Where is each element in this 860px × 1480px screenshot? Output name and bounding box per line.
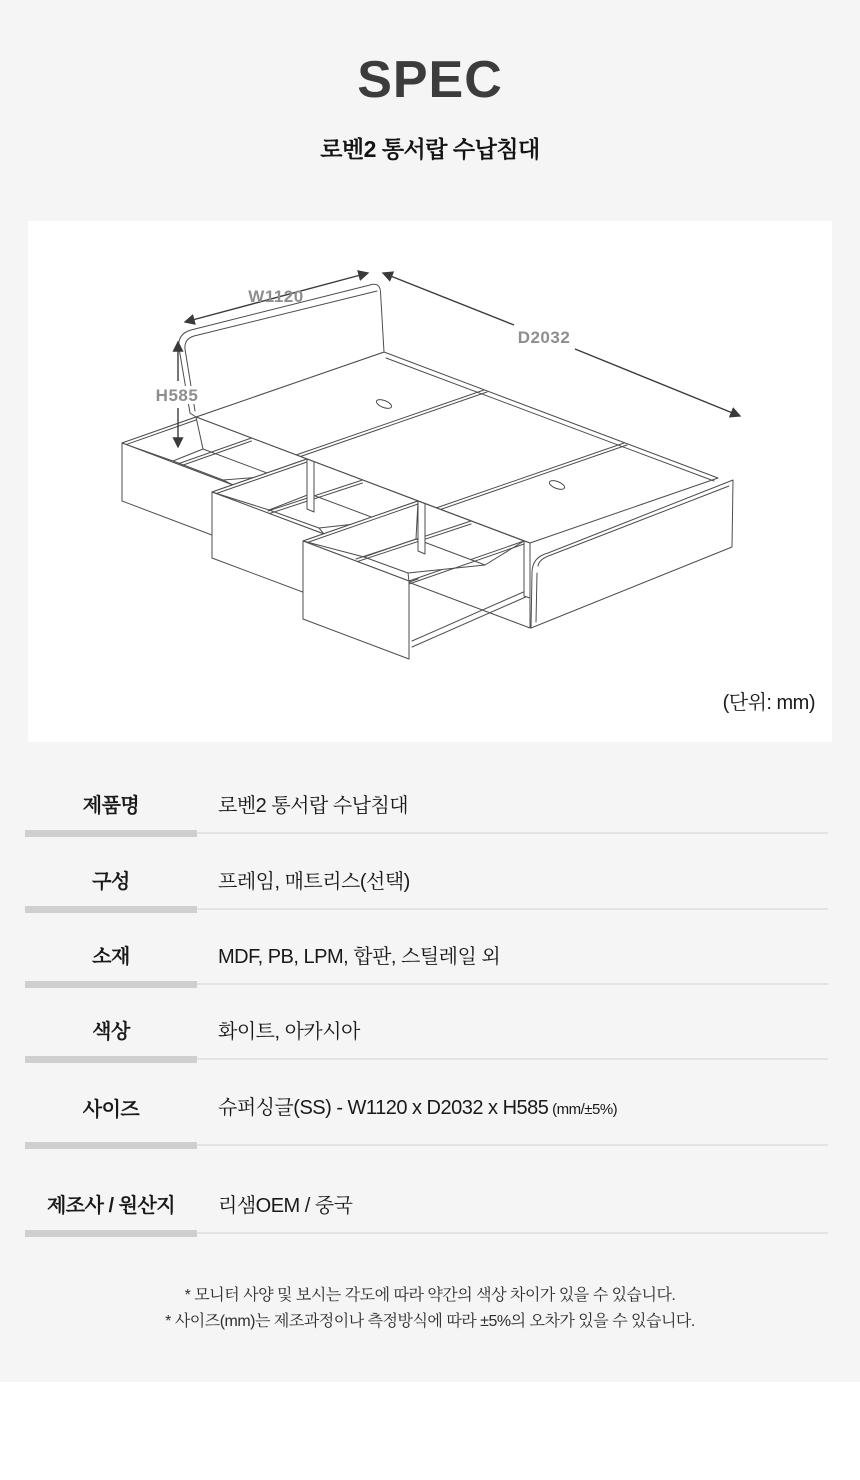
- bed-isometric-diagram: [28, 221, 832, 742]
- label-underline-bar: [25, 981, 197, 988]
- row-value: 로벤2 통서랍 수납침대: [218, 795, 409, 817]
- row-label: 사이즈: [82, 1099, 140, 1121]
- row-label: 색상: [92, 1021, 130, 1043]
- table-row-size: [25, 1060, 828, 1146]
- bed-diagram-card: [28, 221, 832, 742]
- height-dimension-label: H585: [155, 386, 199, 405]
- label-underline-bar: [25, 1142, 197, 1149]
- page-title: SPEC: [357, 51, 503, 109]
- table-row-manufacturer-origin: [25, 1146, 828, 1234]
- row-label: 제조사 / 원산지: [46, 1195, 176, 1217]
- label-underline-bar: [25, 906, 197, 913]
- label-underline-bar: [25, 1056, 197, 1063]
- row-value: 프레임, 매트리스(선택): [218, 871, 410, 893]
- page-subtitle: 로벤2 통서랍 수납침대: [320, 136, 540, 162]
- label-underline-bar: [25, 830, 197, 837]
- row-value: [218, 1096, 617, 1122]
- footnote-monitor: * 모니터 사양 및 보시는 각도에 따라 약간의 색상 차이가 있을 수 있습니다.: [184, 1287, 676, 1304]
- depth-arrow-seg1: [383, 273, 514, 325]
- depth-dimension-label: D2032: [517, 328, 571, 347]
- row-value: 화이트, 아카시아: [218, 1021, 360, 1043]
- table-row-product-name: [25, 772, 828, 834]
- row-label: 구성: [92, 871, 130, 893]
- row-label: 제품명: [82, 795, 140, 817]
- depth-arrow-seg2: [575, 349, 740, 416]
- size-value: 슈퍼싱글(SS) - W1120 x D2032 x H585: [218, 1097, 549, 1119]
- footnotes: [0, 1283, 860, 1335]
- table-row-color: [25, 985, 828, 1060]
- table-row-material: [25, 910, 828, 985]
- width-dimension-label: W1120: [248, 287, 304, 306]
- footnote-size-tolerance: * 사이즈(mm)는 제조과정이나 측정방식에 따라 ±5%의 오차가 있을 수 있습니다.: [165, 1313, 695, 1330]
- spec-table: [25, 772, 828, 1234]
- row-value: 리샘OEM / 중국: [218, 1195, 353, 1217]
- table-row-composition: [25, 834, 828, 910]
- row-value: MDF, PB, LPM, 합판, 스틸레일 외: [218, 946, 501, 968]
- row-label: 소재: [92, 946, 130, 968]
- size-tolerance-suffix: (mm/±5%): [548, 1101, 618, 1118]
- label-underline-bar: [25, 1230, 197, 1237]
- unit-note: (단위: mm): [722, 692, 815, 714]
